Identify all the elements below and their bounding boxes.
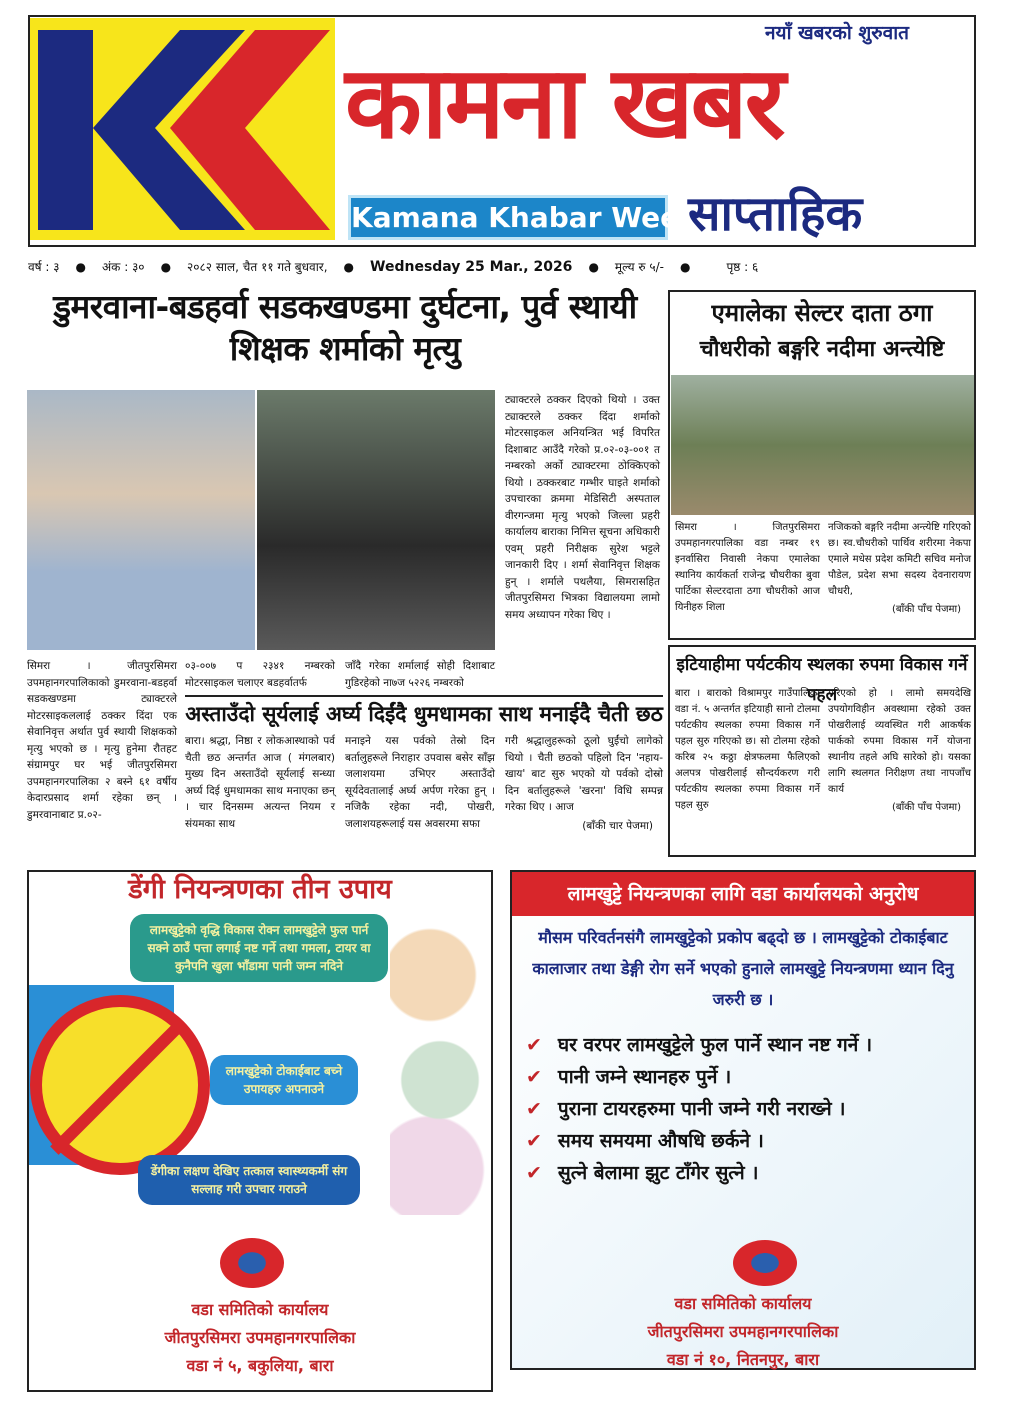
- funeral-column-2-wrap: [828, 520, 971, 618]
- english-name: Kamana Khabar Weekly: [348, 195, 668, 240]
- footer-municipality: जीतपुरसिमरा उपमहानगरपालिका: [647, 1322, 839, 1341]
- footer-ward: वडा नं १०, नितनपुर, बारा: [666, 1350, 820, 1369]
- dengue-tip-2: लामखुट्टेको टोकाईबाट बच्ने उपायहरु अपनाउने: [210, 1055, 358, 1105]
- mosquito-notice-title: लामखुट्टे नियन्त्रणका लागि वडा कार्यालयको अनुरोध: [512, 872, 974, 916]
- checklist-item: [526, 1125, 974, 1157]
- dengue-ad-footer: [29, 1296, 491, 1380]
- illustrations: [390, 915, 490, 1215]
- volume: वर्ष : ३: [28, 260, 60, 274]
- dengue-ad-title: डेंगी नियन्त्रणका तीन उपाय: [128, 874, 392, 905]
- nepali-date: २०८२ साल, चैत ११ गते बुधवार,: [187, 260, 328, 274]
- price: मूल्य रु ५/-: [614, 260, 664, 274]
- nepal-emblem-icon: [733, 1240, 797, 1286]
- mosquito-notice-body: [512, 872, 974, 1189]
- mosquito-notice-footer: [512, 1290, 974, 1374]
- chhath-column-1: बारा। श्रद्धा, निष्ठा र लोकआस्थाको पर्व चैती छठ अन्तर्गत आज ( मंगलबार) मुख्य दिन अस्ताउँदो सूर्यलाई सन्ध्या अर्घ्य दिई धुमधामका साथ मनाएका छन् । चार दिनसम्म अत्यन्त नियम र संयमका साथ: [185, 735, 335, 830]
- bullet-icon: ●: [588, 259, 599, 274]
- checklist-text: समय समयमा औषधि छर्कने ।: [557, 1130, 764, 1152]
- bullet-icon: ●: [679, 259, 691, 274]
- chhath-column-3: गरी श्रद्धालुहरूको ठूलो घुईंचो लागेको थियो । चैती छठको पहिलो दिन 'नहाय-खाय' बाट सुरु भएको यो पर्वको दोस्रो दिन बर्तालुहरूले 'खरना' विधि सम्पन्न गरेका थिए । आज: [505, 735, 663, 813]
- issue: अंक : ३०: [102, 260, 145, 274]
- motorcycle-photo: [257, 390, 495, 650]
- dengue-tip-1: लामखुट्टेको वृद्धि विकास रोक्न लामखुट्टेले फुल पार्न सक्ने ठाउँ पत्ता लगाई नष्ट गर्ने तथा गमला, टायर वा कुनैपनि खुला भाँडामा पानी जम्न नदिने: [130, 914, 388, 982]
- checklist-item: [526, 1157, 974, 1189]
- check-icon: ✔: [526, 1066, 542, 1088]
- nepal-emblem-icon: [220, 1238, 284, 1288]
- checklist-text: पानी जम्ने स्थानहरु पुर्ने ।: [557, 1066, 732, 1088]
- english-date: Wednesday 25 Mar., 2026: [370, 258, 573, 275]
- dateline: [28, 258, 976, 275]
- dengue-tip-3: डेंगीका लक्षण देखिए तत्काल स्वास्थ्यकर्मी संग सल्लाह गरी उपचार गराउने: [138, 1155, 360, 1205]
- chhath-section: [185, 658, 663, 834]
- mosquito-notice-intro: मौसम परिवर्तनसंगै लामखुट्टेको प्रकोप बढ्दो छ । लामखुट्टेको टोकाईबाट कालाजार तथा डेङ्गी रोग सर्ने भएको हुनाले लामखुट्टे नियन्त्रणमा ध्यान दिनु जरुरी छ ।: [532, 928, 954, 1009]
- checklist-text: पुराना टायरहरुमा पानी जम्ने गरी नराख्ने ।: [557, 1098, 846, 1120]
- bullet-icon: ●: [75, 259, 87, 274]
- lead-column-3: जाँदै गरेका शर्मालाई सोही दिशाबाट गुडिरहेको ना७ज ५२२६ नम्बरको: [345, 660, 495, 689]
- newspaper-title: कामना खबर: [345, 43, 783, 161]
- chhath-headline: अस्ताउँदो सूर्यलाई अर्घ्य दिईंदै धुमधामका साथ मनाईदै चैती छठ: [185, 702, 663, 726]
- weekly-label: साप्ताहिक: [688, 186, 863, 242]
- kk-logo-icon: [30, 18, 335, 240]
- tourism-continued: (बाँकी पाँच पेजमा): [891, 802, 961, 813]
- tagline: नयाँ खबरको शुरुवात: [765, 22, 909, 44]
- funeral-headline-2: चौधरीको बङ्गरि नदीमा अन्त्येष्टि: [699, 337, 945, 362]
- funeral-column-1: सिमरा । जितपुरसिमरा उपमहानगरपालिका वडा नम्बर १९ इनर्वासिरा निवासी नेकपा एमालेका स्थानिय कार्यकर्ता राजेन्द्र चौधरीका बुवा पार्टिका सेल्टरदाता ठगा चौधरीको आज यिनीहरु शिला: [675, 522, 820, 613]
- chhath-continued: (बाँकी चार पेजमा): [582, 819, 653, 832]
- footer-municipality: जीतपुरसिमरा उपमहानगरपालिका: [164, 1328, 356, 1347]
- checklist-item: [526, 1093, 974, 1125]
- checklist-item: [526, 1061, 974, 1093]
- funeral-headline-1: एमालेका सेल्टर दाता ठगा: [711, 299, 933, 327]
- tourism-column-2: गरिएको हो । लामो समयदेखि उपयोगविहीन अवस्थामा रहेको उक्त पोखरीलाई व्यवस्थित गरी आकर्षक पार्कको रुपमा विकास गर्ने योजना स्थानीय तहले अघि सारेको हो। यसका लागि स्थलगत निरीक्षण तथा नापजाँच कार्य: [828, 688, 971, 795]
- logo: [30, 18, 335, 240]
- funeral-photo: [671, 375, 974, 515]
- check-icon: ✔: [526, 1162, 542, 1184]
- teacher-photo: [27, 390, 255, 650]
- check-icon: ✔: [526, 1130, 542, 1152]
- tourism-column-2-wrap: [828, 686, 971, 816]
- checklist-text: सुत्ने बेलामा झुट टाँगेर सुत्ने ।: [557, 1162, 759, 1184]
- lead-column-1: सिमरा । जीतपुरसिमरा उपमहानगरपालिकाको डुमरवाना-बडहर्वा सडकखण्डमा ट्याक्टरले मोटरसाइकललाई ठक्कर दिंदा एक सेवानिवृत्त अर्थात पुर्व स्थायी शिक्षकको मृत्यु भएको छ । मृत्यु हुनेमा रौतहट संग्रामपुर घर भई जीतपुरसिमरा उपमहानगरपालिका २ बस्ने ६१ वर्षीय केदारप्रसाद शर्मा रहेका छन् । डुमरवानाबाट प्र.०२-: [27, 660, 177, 821]
- bullet-icon: ●: [160, 259, 172, 274]
- tourism-column-1: बारा । बाराको विश्रामपुर गाउँपालिका वडा नं. ५ अन्तर्गत इटियाही सानो टोलमा पर्यटकीय स्थलका रुपमा विकास गर्ने पहल सुरु गरिएको छ। सो टोलमा रहेको करिब २५ कठ्ठा क्षेत्रफलमा फैलिएको अलपत्र पोखरीलाई सौन्दर्यकरण गरी पर्यटकीय स्थलका रुपमा विकास गर्ने पहल सुरु: [675, 688, 820, 811]
- check-icon: ✔: [526, 1098, 542, 1120]
- lead-headline: डुमरवाना-बडहर्वा सडकखण्डमा दुर्घटना, पुर्व स्थायी शिक्षक शर्माको मृत्यु: [53, 287, 637, 368]
- no-mosquito-icon: [30, 995, 210, 1175]
- check-icon: ✔: [526, 1034, 542, 1056]
- funeral-column-2: नजिकको बङ्गरि नदीमा अन्त्येष्टि गरिएको छ। स्व.चौधरीको पार्थिव शरीरमा नेकपा एमाले मधेस प्रदेश कमिटी सचिव मनोज पौडेल, प्रदेश सभा सदस्य देवनारायण चौधरी,: [828, 522, 971, 597]
- lead-column-4: ट्याक्टरले ठक्कर दिएको थियो । उक्त ट्याक्टरले ठक्कर दिंदा शर्माको मोटरसाइकल अनियन्त्रित भई विपरित दिशाबाट आउँदै गरेको प्र.०२-०३-००१ त नम्बरको अर्को ट्याक्टरमा ठोक्किएको थियो । ठक्करबाट गम्भीर घाइते शर्माको उपचारका क्रममा मेडिसिटी अस्पताल वीरगन्जमा मृत्यु भएको जिल्ला प्रहरी कार्यालय बाराका निमित्त सूचना अधिकारी एवम् प्रहरी निरीक्षक सुरेश भट्टले जानकारी दिए । शर्मा सेवानिवृत्त शिक्षक हुन् । शर्माले पथलैया, सिमरासहित जीतपुरसिमरा भित्रका विद्यालयमा लामो समय अध्यापन गरेका थिए ।: [505, 394, 660, 621]
- mosquito-checklist: [526, 1029, 974, 1189]
- checklist-item: [526, 1029, 974, 1061]
- checklist-text: घर वरपर लामखुट्टेले फुल पार्ने स्थान नष्ट गर्ने ।: [557, 1034, 873, 1056]
- chhath-column-2: मनाइने यस पर्वको तेस्रो दिन बर्तालुहरूले निराहार उपवास बसेर साँझ जलाशयमा उभिएर अस्ताउँदो सूर्यदेवतालाई अर्घ्य अर्पण गरेका हुन् । नजिकै रहेका नदी, पोखरी, जलाशयहरूलाई यस अवसरमा सफा: [345, 735, 495, 830]
- bullet-icon: ●: [343, 259, 355, 274]
- lead-column-2: ०३-००७ प २३४१ नम्बरको मोटरसाइकल चलाएर बडहर्वातर्फ: [185, 660, 335, 689]
- funeral-continued: (बाँकी पाँच पेजमा): [891, 604, 961, 615]
- footer-office: वडा समितिको कार्यालय: [191, 1300, 329, 1319]
- footer-ward: वडा नं ५, बकुलिया, बारा: [186, 1356, 334, 1375]
- tourism-headline: इटियाहीमा पर्यटकीय स्थलका रुपमा विकास गर्ने पहल: [676, 655, 968, 705]
- footer-office: वडा समितिको कार्यालय: [674, 1294, 812, 1313]
- page-number: पृष्ठ : ६: [726, 260, 759, 274]
